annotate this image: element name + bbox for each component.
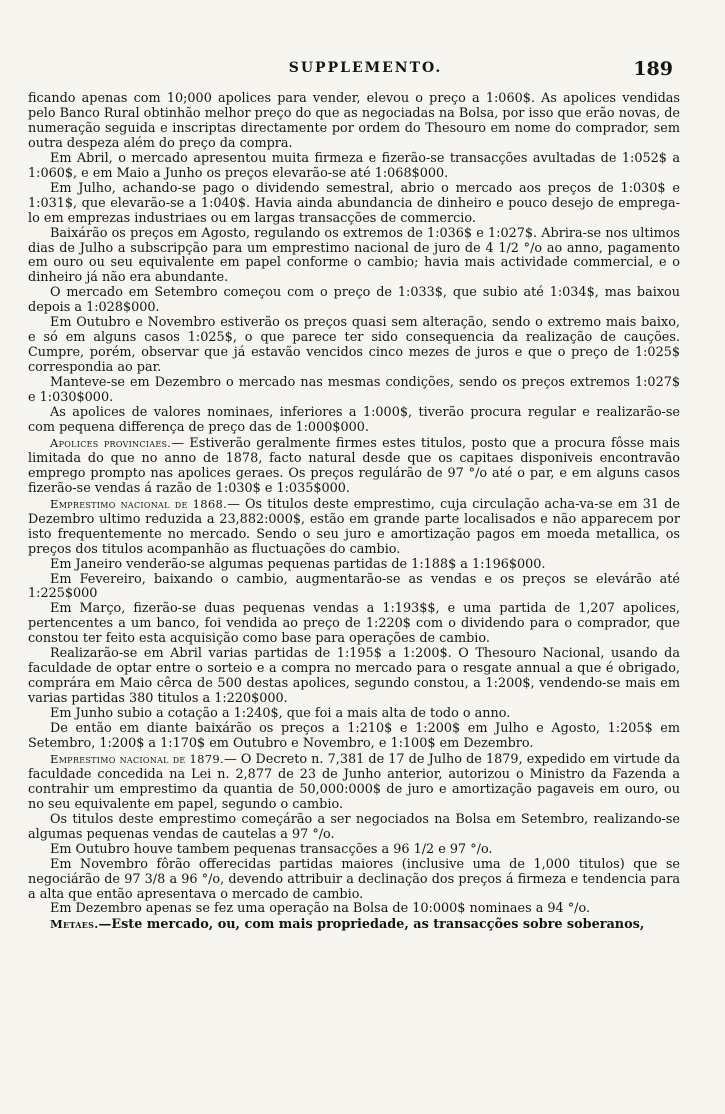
body-text [28,92,680,933]
paragraph-text: — O Decreto n. 7,381 de 17 de Julho de 1879, expedido em virtude da faculdade concedida na Lei n. 2,877 de 23 de Junho anterior, autorizou o Ministro da Fazenda a contrahir um emprestimo da quantia de 50,000:000$ de juro e amortização pagaveis em ouro, ou no seu equivalente em papel, segundo o cambio. [28,751,680,812]
paragraph-text: ficando apenas com 10;000 apolices para vender, elevou o preço a 1:060$. As apolices vendidas pelo Banco Rural obtinhão melhor preço do que as negociadas na Bolsa, por isso que erão novas, de numeração seguida e inscriptas directamente por ordem do Thesouro em nome do comprador, sem outra despeza além do preço da compra. [28,91,680,151]
paragraph-text: Em Janeiro venderão-se algumas pequenas partidas de 1:188$ a 1:196$000. [50,556,546,572]
paragraph-text: Em Outubro e Novembro estiverão os preços quasi sem alteração, sendo o extremo mais baixo, e só em alguns casos 1:025$, o que parece ter sido consequencia da realização de cauções. Cumpre, porém, observar que já estavão vencidos cinco mezes de juros e que o preço de 1:025$ correspondia ao par. [28,315,680,376]
paragraph-text: Realizarão-se em Abril varias partidas de 1:195$ a 1:200$. O Thesouro Nacional, usando da faculdade de optar entre o sorteio e a compra no mercado para o resgate annual a que é obrigado, comprára em Maio cêrca de 500 destas apolices, segundo constou, a 1:200$, vendendo-se mais em varias partidas 380 titulos a 1:220$000. [28,646,680,707]
paragraph-text: Baixárão os preços em Agosto, regulando os extremos de 1:036$ e 1:027$. Abrira-se nos ultimos dias de Julho a subscripção para um emprestimo nacional de juro de 4 1/2 °/o ao anno, pagamento em ouro ou seu equivalente em papel conforme o cambio; havia mais actividade commercial, e o dinheiro já não era abundante. [28,225,680,286]
paragraph-text: Manteve-se em Dezembro o mercado nas mesmas condições, sendo os preços extremos 1:027$ e 1:030$000. [28,375,680,406]
paragraph [28,92,680,152]
paragraph [28,436,680,497]
paragraph [28,902,680,917]
paragraph-text: Os titulos deste emprestimo começárão a ser negociados na Bolsa em Setembro, realizando-se algumas pequenas vendas de cautelas a 97 °/o. [28,811,680,842]
paragraph [28,286,680,316]
paragraph [28,647,680,707]
paragraph [28,843,680,858]
paragraph [28,227,680,287]
paragraph [28,316,680,376]
paragraph [28,858,680,903]
paragraph-text: Em Julho, achando-se pago o dividendo semestral, abrio o mercado aos preços de 1:030$ e 1:031$, que elevarão-se a 1:040$. Havia ainda abundancia de dinheiro e pouco desejo de emprega-lo em emprezas industriaes ou em largas transacções de commercio. [28,180,680,226]
paragraph-text: Em Março, fizerão-se duas pequenas vendas a 1:193$$, e uma partida de 1,207 apolices, pertencentes a um banco, foi vendida ao preço de 1:220$ com o dividendo para o comprador, que constou ter feito esta acquisição como base para operações de cambio. [28,601,680,647]
running-title: SUPPLEMENTO. [288,60,443,76]
paragraph-text: — Os titulos deste emprestimo, cuja circulação acha-va-se em 31 de Dezembro ultimo reduzida a 23,882:000$, estão em grande parte localisados e não apparecem por isto frequentemente no mercado. Sendo o seu juro e amortização pagos em moeda metallica, os preços dos titulos acompanhão as fluctuações do cambio. [28,496,680,557]
paragraph-text: Em Novembro fôrão offerecidas partidas maiores (inclusive uma de 1,000 titulos) que se negociárão de 97 3/8 a 96 °/o, devendo attribuir a declinação dos preços á firmeza e tendencia para a alta que então apresentava o mercado de cambio. [28,856,680,902]
section-lead: Emprestimo nacional de 1879. [50,751,224,766]
paragraph-text: — Estiverão geralmente firmes estes titulos, posto que a procura fôsse mais limitada do que no anno de 1878, facto natural desde que os capitaes disponiveis encontravão emprego prompto nas apolices geraes. Os preços regulárão de 97 °/o até o par, e em alguns casos fizerão-se vendas á razão de 1:030$ e 1:035$000. [28,435,680,496]
paragraph-text: O mercado em Setembro começou com o preço de 1:033$, que subio até 1:034$, mas baixou depois a 1:028$000. [28,285,680,316]
paragraph-text: Em Abril, o mercado apresentou muita firmeza e fizerão-se transacções avultadas de 1:052$ a 1:060$, e em Maio a Junho os preços elevarão-se até 1:068$000. [28,150,680,181]
section-lead: Metaes. [50,917,99,932]
paragraph [28,813,680,843]
section-lead: Emprestimo nacional de 1868. [50,496,228,511]
paragraph-text: Em Outubro houve tambem pequenas transacções a 96 1/2 e 97 °/o. [50,841,493,857]
paragraph [28,917,680,933]
page-header [58,58,673,82]
paragraph-text: De então em diante baixárão os preços a 1:210$ e 1:200$ em Julho e Agosto, 1:205$ em Setembro, 1:200$ a 1:170$ em Outubro e Novembro, e 1:100$ em Dezembro. [28,721,680,751]
paragraph-text: As apolices de valores nominaes, inferiores a 1:000$, tiverão procura regular e realizarão-se com pequena differença de preço das de 1:000$000. [28,405,680,435]
paragraph [28,722,680,752]
paragraph-text: Em Fevereiro, baixando o cambio, augmentarão-se as vendas e os preços se elevárão até 1:225$000 [28,571,680,602]
paragraph [28,406,680,436]
paragraph [28,497,680,558]
paragraph [28,376,680,406]
paragraph [28,752,680,813]
paragraph-text: Em Junho subio a cotação a 1:240$, que foi a mais alta de todo o anno. [50,706,511,722]
page-number: 189 [633,58,673,80]
paragraph [28,573,680,603]
paragraph [28,707,680,722]
section-lead: Apolices provinciaes. [50,435,172,450]
paragraph [28,602,680,647]
paragraph [28,182,680,227]
paragraph-text: —Este mercado, ou, com mais propriedade, as transacções sobre soberanos, [98,917,645,933]
paragraph [28,558,680,573]
paragraph-text: Em Dezembro apenas se fez uma operação na Bolsa de 10:000$ nominaes a 94 °/o. [50,901,591,917]
paragraph [28,152,680,182]
